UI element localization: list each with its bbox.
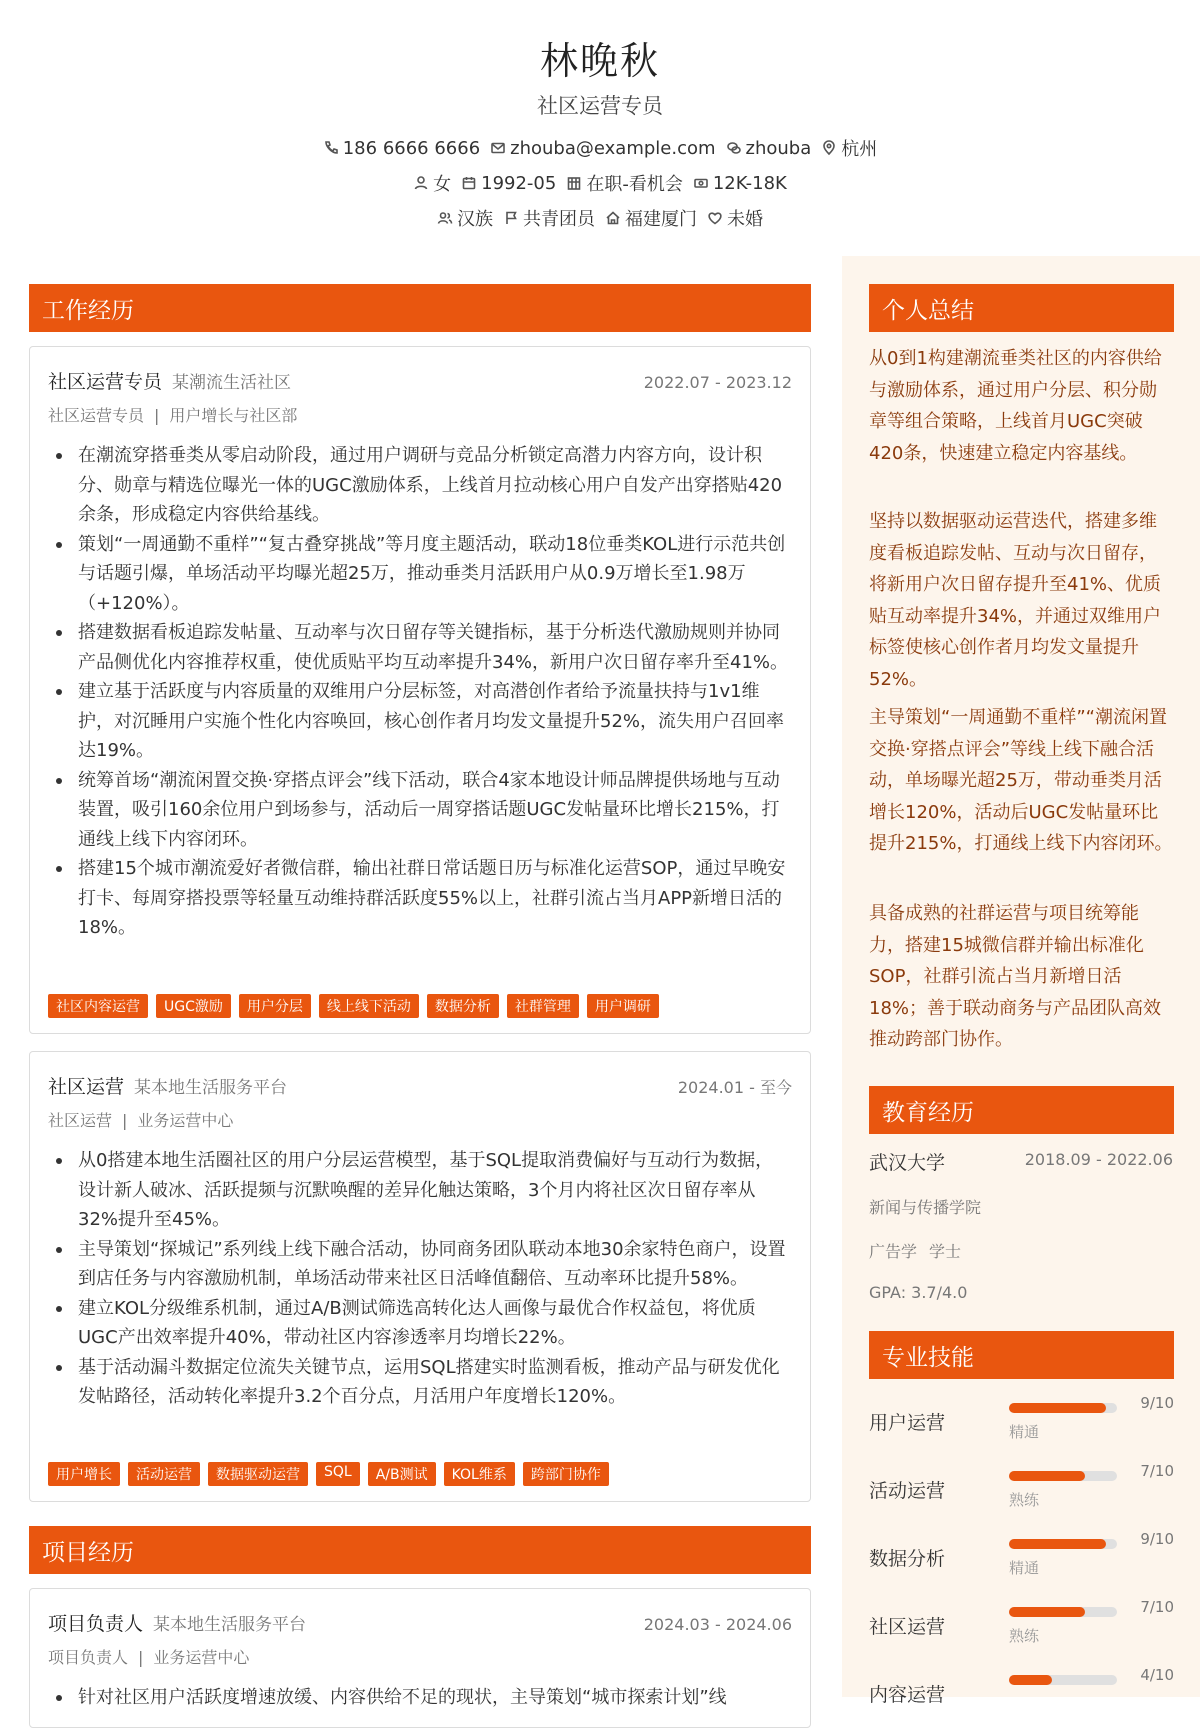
tag: 数据驱动运营 — [208, 1462, 308, 1486]
skill-name: 内容运营 — [869, 1684, 946, 1706]
marital-text: 未婚 — [727, 209, 763, 230]
job-date: 2024.01 - 至今 — [677, 1078, 792, 1097]
tag: 用户调研 — [587, 994, 659, 1018]
tag: 数据分析 — [427, 994, 499, 1018]
skill-score: 4/10 — [1140, 1666, 1174, 1684]
section-title-project: 项目经历 — [29, 1526, 811, 1574]
status-item — [566, 170, 683, 196]
degree: 学士 — [929, 1242, 962, 1261]
wechat-text: zhouba — [745, 137, 812, 159]
skill-score: 9/10 — [1140, 1394, 1174, 1412]
salary-text: 12K-18K — [712, 172, 787, 194]
skill-name: 社区运营 — [869, 1616, 946, 1638]
separator: | — [138, 1648, 144, 1667]
hometown-item — [605, 205, 697, 231]
skill-bar — [1009, 1539, 1117, 1549]
job-header — [48, 1072, 792, 1099]
school-name: 武汉大学 — [869, 1152, 946, 1174]
list-item: 从0搭建本地生活圈社区的用户分层运营模型，基于SQL提取消费偏好与互动行为数据，设计新人破冰、活跃提频与沉默唤醒的差异化触达策略，3个月内将社区次日留存率从32%提升至45%。 — [78, 1146, 790, 1235]
ethnicity-text: 汉族 — [457, 209, 493, 230]
salary-item — [693, 170, 787, 196]
skill-name: 用户运营 — [869, 1412, 946, 1434]
status-text: 在职-看机会 — [586, 174, 683, 195]
heart-icon — [707, 210, 723, 226]
job-header — [48, 367, 792, 394]
building-icon — [566, 175, 582, 191]
skill-bar-fill — [1009, 1403, 1106, 1413]
job-position: 社区运营专员 — [48, 406, 145, 425]
job-position: 社区运营 — [48, 1111, 113, 1130]
city-item — [821, 135, 877, 161]
list-item: 建立基于活跃度与内容质量的双维用户分层标签，对高潜创作者给予流量扶持与1v1维护，对沉睡用户实施个性化内容唤回，核心创作者月均发文量提升52%，流失用户召回率达19%。 — [78, 677, 790, 766]
skill-name: 活动运营 — [869, 1480, 946, 1502]
skill-level: 精通 — [1009, 1559, 1040, 1577]
summary-paragraph: 坚持以数据驱动运营迭代，搭建多维度看板追踪发帖、互动与次日留存，将新用户次日留存提升至41%、优质贴互动率提升34%，并通过双维用户标签使核心创作者月均发文量提升52%。 — [869, 511, 1162, 690]
job-bullets — [78, 441, 790, 943]
contact-row — [0, 135, 1200, 161]
wechat-icon — [726, 140, 742, 156]
tag: 用户分层 — [239, 994, 311, 1018]
section-title-education: 教育经历 — [869, 1086, 1174, 1134]
skill-tags — [48, 994, 659, 1018]
major: 广告学 — [869, 1242, 918, 1261]
skill-level: 熟练 — [1009, 1627, 1040, 1645]
project-header — [48, 1609, 792, 1636]
tag: 用户增长 — [48, 1462, 120, 1486]
skill-bar-fill — [1009, 1675, 1052, 1685]
project-date: 2024.03 - 2024.06 — [643, 1615, 792, 1634]
list-item: 建立KOL分级维系机制，通过A/B测试筛选高转化达人画像与最优合作权益包，将优质UGC产出效率提升40%，带动社区内容渗透率月均增长22%。 — [78, 1294, 790, 1353]
skill-bar — [1009, 1675, 1117, 1685]
job-card — [29, 346, 811, 1034]
company-name: 某潮流生活社区 — [172, 373, 292, 393]
section-title-work: 工作经历 — [29, 284, 811, 332]
marital-item — [707, 205, 763, 231]
separator: | — [122, 1111, 128, 1130]
tag: 社群管理 — [507, 994, 579, 1018]
hometown-text: 福建厦门 — [625, 209, 697, 230]
skill-score: 7/10 — [1140, 1598, 1174, 1616]
job-subline — [48, 1108, 233, 1131]
tag: 活动运营 — [128, 1462, 200, 1486]
political-item — [503, 205, 595, 231]
job-title: 社区运营 — [48, 1076, 125, 1098]
summary-paragraph: 具备成熟的社群运营与项目统筹能力，搭建15城微信群并输出标准化SOP，社群引流占当月新增日活18%；善于联动商务与产品团队高效推动跨部门协作。 — [869, 903, 1162, 1050]
skill-row — [869, 1598, 1174, 1658]
skill-row — [869, 1394, 1174, 1454]
gpa: GPA: 3.7/4.0 — [869, 1283, 968, 1302]
ethnicity-item — [437, 205, 493, 231]
skill-bar — [1009, 1607, 1117, 1617]
candidate-role: 社区运营专员 — [537, 94, 663, 118]
political-text: 共青团员 — [523, 209, 595, 230]
skill-score: 7/10 — [1140, 1462, 1174, 1480]
skill-row — [869, 1666, 1174, 1726]
background-row — [0, 205, 1200, 231]
people-icon — [437, 210, 453, 226]
home-icon — [605, 210, 621, 226]
list-item: 针对社区用户活跃度增速放缓、内容供给不足的现状，主导策划“城市探索计划”线 — [78, 1683, 790, 1713]
list-item: 基于活动漏斗数据定位流失关键节点，运用SQL搭建实时监测看板，推动产品与研发优化发帖路径，活动转化率提升3.2个百分点，月活用户年度增长120%。 — [78, 1353, 790, 1412]
skill-row — [869, 1530, 1174, 1590]
skill-row — [869, 1462, 1174, 1522]
tag: 社区内容运营 — [48, 994, 148, 1018]
job-card — [29, 1051, 811, 1502]
job-department: 用户增长与社区部 — [169, 406, 298, 425]
project-subline — [48, 1645, 249, 1668]
email-item — [490, 135, 715, 161]
mail-icon — [490, 140, 506, 156]
project-role: 项目负责人 — [48, 1613, 144, 1635]
skill-score: 9/10 — [1140, 1530, 1174, 1548]
job-date: 2022.07 - 2023.12 — [643, 373, 792, 392]
location-pin-icon — [821, 140, 837, 156]
gender-item — [413, 170, 451, 196]
skill-bar — [1009, 1403, 1117, 1413]
city-text: 杭州 — [841, 139, 878, 160]
skill-bar-fill — [1009, 1607, 1085, 1617]
list-item: 搭建数据看板追踪发帖量、互动率与次日留存等关键指标，基于分析迭代激励规则并协同产品侧优化内容推荐权重，使优质贴平均互动率提升34%，新用户次日留存率升至41%。 — [78, 618, 790, 677]
company-name: 某本地生活服务平台 — [153, 1615, 307, 1635]
wechat-item — [726, 135, 812, 161]
list-item: 搭建15个城市潮流爱好者微信群，输出社群日常话题日历与标准化运营SOP，通过早晚安打卡、每周穿搭投票等轻量互动维持群活跃度55%以上，社群引流占当月APP新增日活的18%。 — [78, 854, 790, 943]
candidate-name: 林晚秋 — [539, 39, 660, 83]
phone-item — [323, 135, 480, 161]
person-icon — [413, 175, 429, 191]
money-icon — [693, 175, 709, 191]
tag: 跨部门协作 — [523, 1462, 609, 1486]
calendar-icon — [461, 175, 477, 191]
summary-paragraph: 主导策划“一周通勤不重样”“潮流闲置交换·穿搭点评会”等线上线下融合活动，单场曝光超25万，带动垂类月活增长120%，活动后UGC发帖量环比提升215%，打通线上线下内容闭环。 — [869, 707, 1173, 854]
birth-item — [461, 170, 556, 196]
list-item: 主导策划“探城记”系列线上线下融合活动，协同商务团队联动本地30余家特色商户，设置到店任务与内容激励机制，单场活动带来社区日活峰值翻倍、互动率环比提升58%。 — [78, 1235, 790, 1294]
project-position: 项目负责人 — [48, 1648, 129, 1667]
list-item: 统筹首场“潮流闲置交换·穿搭点评会”线下活动，联合4家本地设计师品牌提供场地与互动装置，吸引160余位用户到场参与，活动后一周穿搭话题UGC发帖量环比增长215%，打通线上线下内容闭环。 — [78, 766, 790, 855]
education-date: 2018.09 - 2022.06 — [1024, 1150, 1173, 1169]
section-title-summary: 个人总结 — [869, 284, 1174, 332]
list-item: 策划“一周通勤不重样”“复古叠穿挑战”等月度主题活动，联动18位垂类KOL进行示范共创与话题引爆，单场活动平均曝光超25万，推动垂类月活跃用户从0.9万增长至1.98万（+120%）。 — [78, 530, 790, 619]
job-department: 业务运营中心 — [137, 1111, 234, 1130]
list-item: 在潮流穿搭垂类从零启动阶段，通过用户调研与竞品分析锁定高潜力内容方向，设计积分、勋章与精选位曝光一体的UGC激励体系，上线首月拉动核心用户自发产出穿搭贴420余条，形成稳定内容供给基线。 — [78, 441, 790, 530]
college-name: 新闻与传播学院 — [869, 1198, 982, 1217]
job-title: 社区运营专员 — [48, 371, 163, 393]
project-bullets — [78, 1683, 790, 1713]
tag: UGC激励 — [156, 994, 231, 1018]
tag: KOL维系 — [444, 1462, 515, 1486]
skill-bar-fill — [1009, 1539, 1106, 1549]
summary-paragraph: 从0到1构建潮流垂类社区的内容供给与激励体系，通过用户分层、积分勋章等组合策略，上线首月UGC突破420条，快速建立稳定内容基线。 — [869, 348, 1162, 464]
tag: SQL — [316, 1462, 360, 1486]
phone-text: 186 6666 6666 — [342, 137, 481, 159]
tag: 线上线下活动 — [319, 994, 419, 1018]
email-text: zhouba@example.com — [510, 137, 716, 159]
separator: | — [154, 406, 160, 425]
section-title-skills: 专业技能 — [869, 1331, 1174, 1379]
skill-bar — [1009, 1471, 1117, 1481]
birth-text: 1992-05 — [481, 172, 557, 194]
flag-icon — [503, 210, 519, 226]
skill-tags — [48, 1462, 609, 1486]
job-subline — [48, 403, 297, 426]
skill-level: 精通 — [1009, 1423, 1040, 1441]
project-card — [29, 1588, 811, 1728]
job-bullets — [78, 1146, 790, 1412]
skill-bar-fill — [1009, 1471, 1085, 1481]
major-degree — [869, 1239, 961, 1262]
gender-text: 女 — [433, 174, 452, 195]
project-department: 业务运营中心 — [153, 1648, 250, 1667]
tag: A/B测试 — [368, 1462, 436, 1486]
personal-row — [0, 170, 1200, 196]
phone-icon — [323, 140, 339, 156]
skill-level: 熟练 — [1009, 1491, 1040, 1509]
skill-name: 数据分析 — [869, 1548, 946, 1570]
company-name: 某本地生活服务平台 — [134, 1078, 288, 1098]
